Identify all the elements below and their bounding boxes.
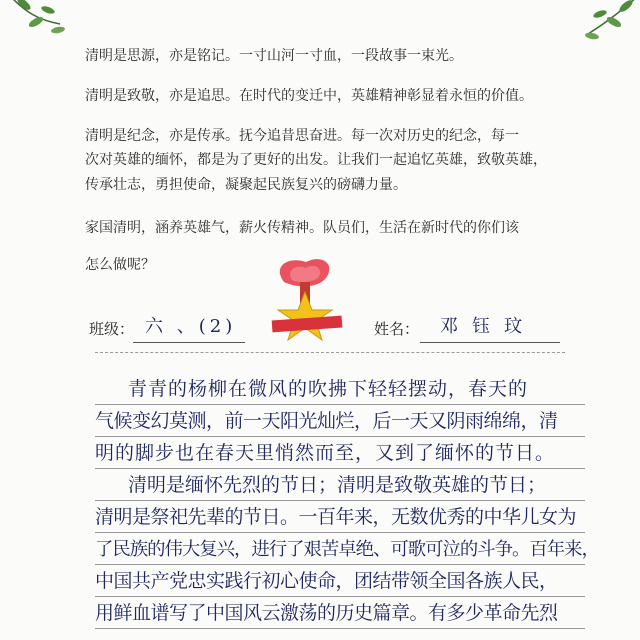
printed-paragraph-continuation: 怎么做呢？ — [85, 257, 155, 273]
dashed-divider — [95, 352, 565, 353]
essay-line: 气候变幻莫测，前一天阳光灿烂，后一天又阴雨绵绵，清 — [95, 410, 558, 432]
ruled-line — [95, 564, 585, 565]
ruled-line — [95, 468, 585, 469]
class-label: 班级： — [89, 320, 135, 338]
printed-paragraph: 清明是致敬，亦是追思。在时代的变迁中，英雄精神彰显着永恒的价值。 — [85, 88, 533, 104]
ruled-line — [95, 500, 585, 501]
printed-paragraph-continuation: 次对英雄的缅怀，都是为了更好的出发。让我们一起追忆英雄，致敬英雄， — [85, 152, 547, 168]
essay-line: 明的脚步也在春天里悄然而至，又到了缅怀的节日。 — [95, 442, 556, 464]
ruled-line — [95, 596, 585, 597]
ruled-line — [95, 404, 585, 405]
essay-line: 用鲜血谱写了中国风云激荡的历史篇章。有多少革命先烈 — [95, 602, 558, 624]
essay-line: 了民族的伟大复兴，进行了艰苦卓绝、可歌可泣的斗争。百年来， — [95, 539, 599, 560]
class-value: 六 、(2) — [145, 316, 237, 337]
essay-line: 中国共产党忠实践行初心使命，团结带领全国各族人民， — [95, 570, 558, 592]
essay-line: 青青的杨柳在微风的吹拂下轻轻摆动，春天的 — [128, 378, 529, 400]
essay-line: 清明是祭祀先辈的节日。一百年来，无数优秀的中华儿女为 — [95, 506, 577, 528]
vine-decoration-right — [570, 0, 640, 46]
vine-decoration-left — [10, 0, 70, 42]
ruled-line — [95, 436, 585, 437]
class-underline — [133, 342, 245, 343]
ruled-line — [95, 532, 585, 533]
printed-paragraph-continuation: 传承壮志，勇担使命，凝聚起民族复兴的磅礴力量。 — [85, 177, 407, 193]
name-underline — [420, 342, 560, 343]
name-value: 邓钰玟 — [440, 316, 536, 337]
printed-paragraph: 清明是纪念，亦是传承。抚今追昔思奋进。每一次对历史的纪念，每一 — [85, 128, 519, 144]
printed-paragraph: 家国清明，涵养英雄气，薪火传精神。队员们，生活在新时代的你们该 — [85, 220, 519, 236]
ruled-line — [95, 628, 585, 629]
printed-paragraph: 清明是思源，亦是铭记。一寸山河一寸血，一段故事一束光。 — [85, 48, 463, 64]
torch-emblem-icon — [262, 252, 352, 352]
essay-line: 清明是缅怀先烈的节日；清明是致敬英雄的节日； — [128, 474, 547, 496]
name-label: 姓名： — [374, 320, 420, 338]
